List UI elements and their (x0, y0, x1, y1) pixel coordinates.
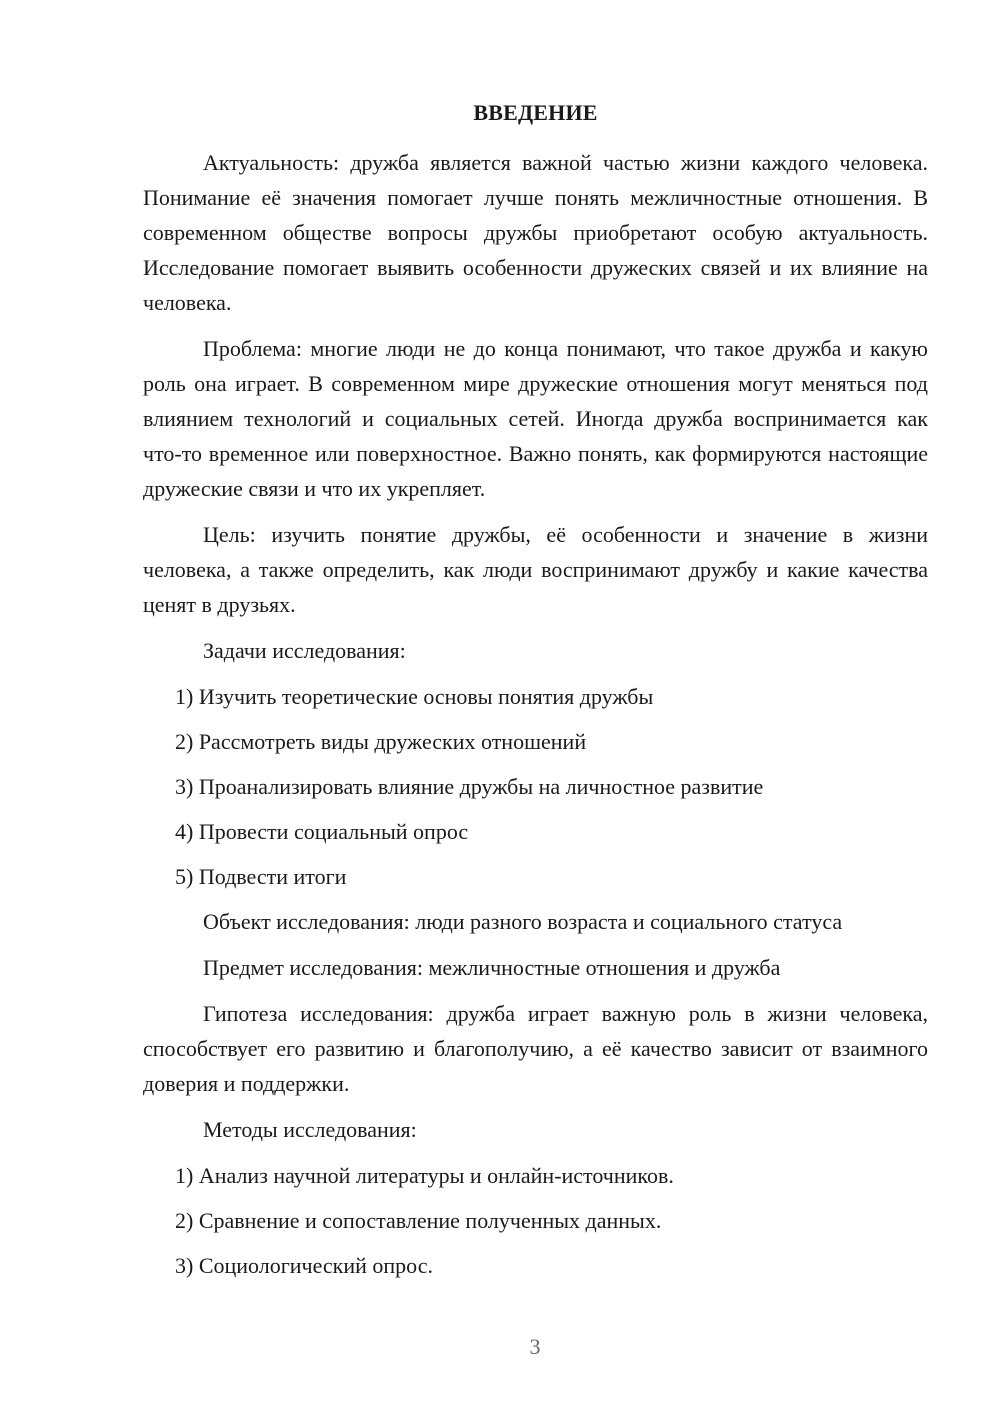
list-item: 2) Рассмотреть виды дружеских отношений (175, 729, 587, 754)
list-item: 1) Изучить теоретические основы понятия дружбы (175, 684, 654, 709)
tasks-label: Задачи исследования: (203, 638, 406, 663)
list-item: 1) Анализ научной литературы и онлайн-источников. (175, 1163, 674, 1188)
object-paragraph: Объект исследования: люди разного возраста и социального статуса (203, 909, 843, 934)
list-item: 3) Проанализировать влияние дружбы на личностное развитие (175, 774, 764, 799)
goal-paragraph: Цель: изучить понятие дружбы, её особенности и значение в жизни человека, а также определить, как люди воспринимают дружбу и какие качества ценят в друзьях. (143, 522, 928, 617)
methods-list (143, 1158, 928, 1283)
tasks-list (143, 679, 928, 894)
list-item: 3) Социологический опрос. (175, 1253, 433, 1278)
document-page (143, 95, 928, 1293)
list-item: 2) Сравнение и сопоставление полученных данных. (175, 1208, 662, 1233)
section-heading: ВВЕДЕНИЕ (473, 100, 598, 125)
page-number: 3 (529, 1334, 541, 1359)
relevance-paragraph: Актуальность: дружба является важной частью жизни каждого человека. Понимание её значения помогает лучше понять межличностные отношения. В современном обществе вопросы дружбы приобретают особую актуальность. Исследование помогает выявить особенности дружеских связей и их влияние на человека. (143, 150, 928, 315)
methods-label: Методы исследования: (203, 1117, 417, 1142)
subject-paragraph: Предмет исследования: межличностные отношения и дружба (203, 955, 781, 980)
list-item: 5) Подвести итоги (175, 864, 347, 889)
hypothesis-paragraph: Гипотеза исследования: дружба играет важную роль в жизни человека, способствует его развитию и благополучию, а её качество зависит от взаимного доверия и поддержки. (143, 1001, 928, 1096)
list-item: 4) Провести социальный опрос (175, 819, 469, 844)
problem-paragraph: Проблема: многие люди не до конца понимают, что такое дружба и какую роль она играет. В современном мире дружеские отношения могут меняться под влиянием технологий и социальных сетей. Иногда дружба воспринимается как что-то временное или поверхностное. Важно понять, как формируются настоящие дружеские связи и что их укрепляет. (143, 336, 928, 501)
